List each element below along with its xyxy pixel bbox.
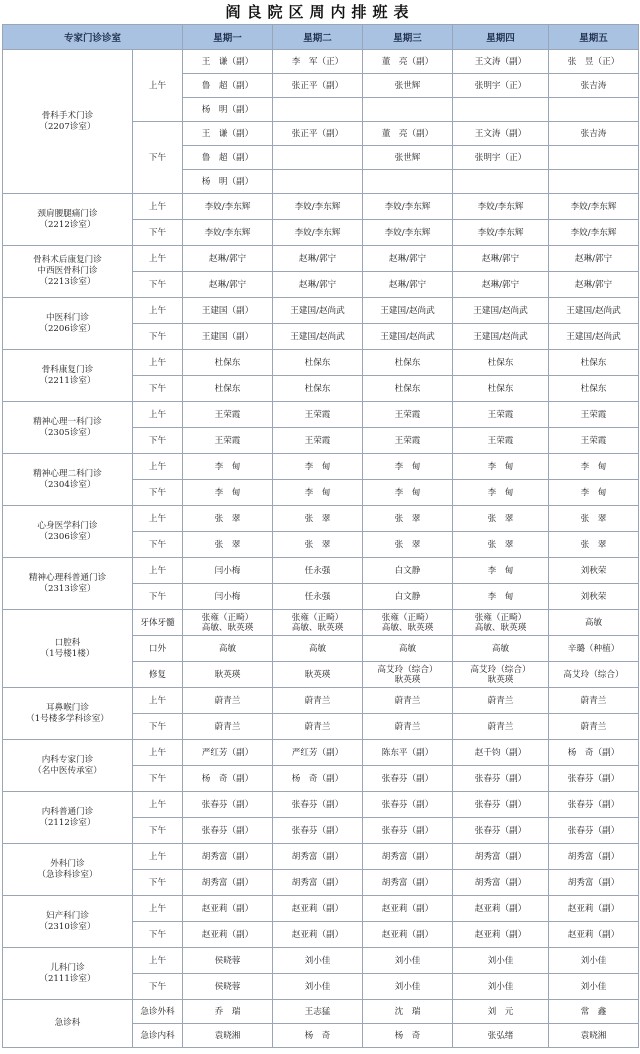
doctor-cell: 李姣/李东辉 <box>363 220 453 246</box>
doctor-cell: 赵亚莉（副） <box>453 896 549 922</box>
time-slot-cell: 修复 <box>133 662 183 688</box>
doctor-cell: 王文涛（副） <box>453 122 549 146</box>
doctor-cell: 张 翠 <box>273 532 363 558</box>
doctor-cell: 辛璐（种植） <box>549 636 639 662</box>
doctor-cell: 董 亮（副） <box>363 50 453 74</box>
doctor-cell: 赵琳/郭宁 <box>453 272 549 298</box>
header-monday: 星期一 <box>183 25 273 50</box>
table-row <box>3 688 639 714</box>
doctor-cell: 赵亚莉（副） <box>183 922 273 948</box>
doctor-cell: 杨 明（副） <box>183 170 273 194</box>
time-slot-cell: 上午 <box>133 298 183 324</box>
doctor-cell: 赵琳/郭宁 <box>453 246 549 272</box>
doctor-cell <box>363 170 453 194</box>
dept-cell: 精神心理一科门诊 （2305诊室） <box>3 402 133 454</box>
doctor-cell: 杨 奇（副） <box>273 766 363 792</box>
doctor-cell: 张世辉 <box>363 74 453 98</box>
doctor-cell: 耿英瑛 <box>273 662 363 688</box>
table-row <box>3 558 639 584</box>
dept-cell: 骨科术后康复门诊 中西医骨科门诊 （2213诊室） <box>3 246 133 298</box>
doctor-cell: 袁晓湘 <box>183 1024 273 1048</box>
header-thursday: 星期四 <box>453 25 549 50</box>
doctor-cell: 蔚青兰 <box>273 688 363 714</box>
doctor-cell: 蔚青兰 <box>363 688 453 714</box>
page-title: 阎良院区周内排班表 <box>225 3 415 21</box>
doctor-cell: 杨 奇（副） <box>183 766 273 792</box>
doctor-cell: 胡秀富（副） <box>273 870 363 896</box>
doctor-cell: 李 甸 <box>363 454 453 480</box>
time-slot-cell: 下午 <box>133 818 183 844</box>
time-slot-cell: 下午 <box>133 532 183 558</box>
doctor-cell: 胡秀富（副） <box>453 844 549 870</box>
doctor-cell: 李 甸 <box>363 480 453 506</box>
doctor-cell: 张吉涛 <box>549 74 639 98</box>
doctor-cell: 李 甸 <box>273 480 363 506</box>
doctor-cell: 赵琳/郭宁 <box>273 246 363 272</box>
table-row <box>3 610 639 636</box>
doctor-cell: 张春芬（副） <box>549 792 639 818</box>
doctor-cell: 赵琳/郭宁 <box>363 246 453 272</box>
table-row <box>3 194 639 220</box>
doctor-cell: 王建国/赵尚武 <box>273 324 363 350</box>
dept-cell: 外科门诊 （急诊科诊室） <box>3 844 133 896</box>
time-slot-cell: 上午 <box>133 740 183 766</box>
doctor-cell: 刘小佳 <box>453 948 549 974</box>
doctor-cell: 李姣/李东辉 <box>183 194 273 220</box>
doctor-cell: 王荣霞 <box>453 402 549 428</box>
time-slot-cell: 口外 <box>133 636 183 662</box>
time-slot-cell: 下午 <box>133 922 183 948</box>
doctor-cell: 张 昱（正） <box>549 50 639 74</box>
table-row <box>3 402 639 428</box>
header-friday: 星期五 <box>549 25 639 50</box>
time-slot-cell: 急诊外科 <box>133 1000 183 1024</box>
doctor-cell: 赵亚莉（副） <box>273 896 363 922</box>
doctor-cell: 胡秀富（副） <box>363 844 453 870</box>
time-slot-cell: 下午 <box>133 584 183 610</box>
doctor-cell: 张春芬（副） <box>453 818 549 844</box>
doctor-cell: 李 甸 <box>453 558 549 584</box>
doctor-cell: 赵琳/郭宁 <box>363 272 453 298</box>
doctor-cell: 赵琳/郭宁 <box>549 272 639 298</box>
doctor-cell: 刘秋荣 <box>549 584 639 610</box>
doctor-cell: 王志猛 <box>273 1000 363 1024</box>
doctor-cell: 张世辉 <box>363 146 453 170</box>
dept-cell: 妇产科门诊 （2310诊室） <box>3 896 133 948</box>
doctor-cell: 张春芬（副） <box>453 766 549 792</box>
time-slot-cell: 下午 <box>133 714 183 740</box>
time-slot-cell: 下午 <box>133 376 183 402</box>
doctor-cell: 王建国/赵尚武 <box>363 324 453 350</box>
doctor-cell: 高艾玲（综合） <box>549 662 639 688</box>
dept-cell: 骨科手术门诊 （2207诊室） <box>3 50 133 194</box>
time-slot-cell: 下午 <box>133 766 183 792</box>
dept-cell: 精神心理科普通门诊 （2313诊室） <box>3 558 133 610</box>
doctor-cell: 蔚青兰 <box>273 714 363 740</box>
doctor-cell: 张弘绪 <box>453 1024 549 1048</box>
time-slot-cell: 上午 <box>133 194 183 220</box>
doctor-cell: 刘小佳 <box>273 948 363 974</box>
dept-cell: 内科普通门诊 （2112诊室） <box>3 792 133 844</box>
doctor-cell: 李姣/李东辉 <box>453 220 549 246</box>
table-row <box>3 740 639 766</box>
doctor-cell: 李姣/李东辉 <box>273 194 363 220</box>
time-slot-cell: 上午 <box>133 844 183 870</box>
doctor-cell: 赵千钧（副） <box>453 740 549 766</box>
doctor-cell: 高敏 <box>549 610 639 636</box>
doctor-cell: 王 谦（副） <box>183 122 273 146</box>
time-slot-cell: 下午 <box>133 428 183 454</box>
time-slot-cell: 上午 <box>133 792 183 818</box>
doctor-cell: 白文静 <box>363 558 453 584</box>
doctor-cell: 赵亚莉（副） <box>183 896 273 922</box>
doctor-cell: 赵亚莉（副） <box>549 896 639 922</box>
doctor-cell: 任永强 <box>273 558 363 584</box>
doctor-cell: 王建国/赵尚武 <box>363 298 453 324</box>
doctor-cell: 李 甸 <box>549 480 639 506</box>
doctor-cell: 张 翠 <box>183 506 273 532</box>
time-slot-cell: 上午 <box>133 246 183 272</box>
doctor-cell: 王荣霞 <box>549 428 639 454</box>
doctor-cell: 胡秀富（副） <box>549 844 639 870</box>
doctor-cell: 李姣/李东辉 <box>363 194 453 220</box>
doctor-cell: 鲁 超（副） <box>183 74 273 98</box>
doctor-cell: 李 甸 <box>453 480 549 506</box>
doctor-cell: 张明宇（正） <box>453 146 549 170</box>
doctor-cell: 刘小佳 <box>453 974 549 1000</box>
doctor-cell: 高敏 <box>183 636 273 662</box>
doctor-cell: 蔚青兰 <box>183 688 273 714</box>
doctor-cell: 李 军（正） <box>273 50 363 74</box>
doctor-cell <box>549 170 639 194</box>
doctor-cell: 李 甸 <box>453 584 549 610</box>
doctor-cell: 李 甸 <box>183 480 273 506</box>
dept-cell: 中医科门诊 （2206诊室） <box>3 298 133 350</box>
dept-cell: 儿科门诊 （2111诊室） <box>3 948 133 1000</box>
doctor-cell: 李姣/李东辉 <box>183 220 273 246</box>
doctor-cell: 张吉涛 <box>549 122 639 146</box>
time-slot-cell: 下午 <box>133 480 183 506</box>
doctor-cell: 高艾玲（综合） 耿英瑛 <box>363 662 453 688</box>
time-slot-cell: 下午 <box>133 220 183 246</box>
doctor-cell: 王荣霞 <box>183 428 273 454</box>
time-slot-cell: 上午 <box>133 454 183 480</box>
doctor-cell: 杜保东 <box>549 350 639 376</box>
doctor-cell: 耿英瑛 <box>183 662 273 688</box>
time-slot-cell: 牙体牙髓 <box>133 610 183 636</box>
doctor-cell: 董 亮（副） <box>363 122 453 146</box>
doctor-cell: 杜保东 <box>363 376 453 402</box>
doctor-cell: 王荣霞 <box>549 402 639 428</box>
doctor-cell: 张正平（副） <box>273 74 363 98</box>
doctor-cell: 李姣/李东辉 <box>549 220 639 246</box>
dept-cell: 口腔科 （1号楼1楼） <box>3 610 133 688</box>
schedule-table <box>2 24 639 1048</box>
doctor-cell: 常 鑫 <box>549 1000 639 1024</box>
doctor-cell: 张正平（副） <box>273 122 363 146</box>
doctor-cell: 闫小梅 <box>183 558 273 584</box>
doctor-cell: 刘 元 <box>453 1000 549 1024</box>
time-slot-cell: 下午 <box>133 870 183 896</box>
doctor-cell: 胡秀富（副） <box>363 870 453 896</box>
time-slot-cell: 下午 <box>133 324 183 350</box>
doctor-cell: 张雍（正畸） 高敏、耿英瑛 <box>363 610 453 636</box>
doctor-cell: 王建国/赵尚武 <box>273 298 363 324</box>
doctor-cell <box>453 170 549 194</box>
doctor-cell: 张春芬（副） <box>453 792 549 818</box>
doctor-cell: 张 翠 <box>183 532 273 558</box>
doctor-cell: 李 甸 <box>453 454 549 480</box>
doctor-cell: 赵琳/郭宁 <box>183 272 273 298</box>
dept-cell: 内科专家门诊 （名中医传承室） <box>3 740 133 792</box>
doctor-cell: 高敏 <box>363 636 453 662</box>
doctor-cell: 侯晓蓉 <box>183 974 273 1000</box>
doctor-cell: 王荣霞 <box>363 428 453 454</box>
doctor-cell: 杜保东 <box>273 376 363 402</box>
doctor-cell: 赵亚莉（副） <box>273 922 363 948</box>
doctor-cell: 王建国（副） <box>183 324 273 350</box>
doctor-cell: 高艾玲（综合） 耿英瑛 <box>453 662 549 688</box>
doctor-cell: 张 翠 <box>273 506 363 532</box>
time-slot-cell: 上午 <box>133 50 183 122</box>
doctor-cell: 张 翠 <box>453 506 549 532</box>
doctor-cell: 蔚青兰 <box>453 714 549 740</box>
doctor-cell: 杨 明（副） <box>183 98 273 122</box>
doctor-cell: 王建国/赵尚武 <box>453 298 549 324</box>
doctor-cell <box>363 98 453 122</box>
doctor-cell: 张 翠 <box>549 532 639 558</box>
time-slot-cell: 上午 <box>133 688 183 714</box>
doctor-cell: 赵亚莉（副） <box>453 922 549 948</box>
doctor-cell: 张春芬（副） <box>273 818 363 844</box>
doctor-cell: 蔚青兰 <box>453 688 549 714</box>
table-row <box>3 350 639 376</box>
doctor-cell: 张雍（正畸） 高敏、耿英瑛 <box>183 610 273 636</box>
dept-cell: 心身医学科门诊 （2306诊室） <box>3 506 133 558</box>
dept-cell: 急诊科 <box>3 1000 133 1048</box>
doctor-cell: 王建国（副） <box>183 298 273 324</box>
dept-cell: 耳鼻喉门诊 （1号楼多学科诊室） <box>3 688 133 740</box>
doctor-cell: 张雍（正畸） 高敏、耿英瑛 <box>453 610 549 636</box>
doctor-cell: 赵琳/郭宁 <box>183 246 273 272</box>
doctor-cell: 王荣霞 <box>363 402 453 428</box>
doctor-cell: 杜保东 <box>183 350 273 376</box>
time-slot-cell: 下午 <box>133 974 183 1000</box>
doctor-cell: 白文静 <box>363 584 453 610</box>
doctor-cell: 张春芬（副） <box>363 766 453 792</box>
time-slot-cell: 上午 <box>133 506 183 532</box>
time-slot-cell: 上午 <box>133 350 183 376</box>
dept-cell: 精神心理二科门诊 （2304诊室） <box>3 454 133 506</box>
doctor-cell: 张 翠 <box>363 506 453 532</box>
time-slot-cell: 下午 <box>133 122 183 194</box>
doctor-cell: 严红芳（副） <box>273 740 363 766</box>
doctor-cell: 胡秀富（副） <box>273 844 363 870</box>
table-row <box>3 298 639 324</box>
doctor-cell: 王建国/赵尚武 <box>549 298 639 324</box>
header-tuesday: 星期二 <box>273 25 363 50</box>
doctor-cell: 张 翠 <box>453 532 549 558</box>
doctor-cell: 李姣/李东辉 <box>549 194 639 220</box>
doctor-cell: 张明宇（正） <box>453 74 549 98</box>
doctor-cell: 张春芬（副） <box>183 792 273 818</box>
time-slot-cell: 下午 <box>133 272 183 298</box>
doctor-cell: 胡秀富（副） <box>183 844 273 870</box>
header-row <box>3 25 639 50</box>
doctor-cell: 张 翠 <box>363 532 453 558</box>
doctor-cell: 张春芬（副） <box>549 766 639 792</box>
doctor-cell: 张春芬（副） <box>549 818 639 844</box>
doctor-cell: 王荣霞 <box>273 402 363 428</box>
doctor-cell: 赵琳/郭宁 <box>273 272 363 298</box>
doctor-cell: 李 甸 <box>183 454 273 480</box>
doctor-cell: 张春芬（副） <box>183 818 273 844</box>
doctor-cell: 任永强 <box>273 584 363 610</box>
time-slot-cell: 急诊内科 <box>133 1024 183 1048</box>
doctor-cell: 沈 瑞 <box>363 1000 453 1024</box>
doctor-cell: 刘小佳 <box>549 948 639 974</box>
doctor-cell: 闫小梅 <box>183 584 273 610</box>
table-row <box>3 844 639 870</box>
doctor-cell: 鲁 超（副） <box>183 146 273 170</box>
doctor-cell: 杜保东 <box>273 350 363 376</box>
doctor-cell: 乔 瑞 <box>183 1000 273 1024</box>
doctor-cell: 赵亚莉（副） <box>549 922 639 948</box>
doctor-cell: 张 翠 <box>549 506 639 532</box>
doctor-cell: 杨 奇 <box>363 1024 453 1048</box>
table-row <box>3 948 639 974</box>
doctor-cell: 王荣霞 <box>453 428 549 454</box>
table-row <box>3 50 639 74</box>
time-slot-cell: 上午 <box>133 896 183 922</box>
doctor-cell: 王荣霞 <box>183 402 273 428</box>
doctor-cell: 高敏 <box>453 636 549 662</box>
table-row <box>3 792 639 818</box>
doctor-cell: 张春芬（副） <box>363 792 453 818</box>
doctor-cell: 王 谦（副） <box>183 50 273 74</box>
doctor-cell: 胡秀富（副） <box>549 870 639 896</box>
doctor-cell: 杨 奇 <box>273 1024 363 1048</box>
doctor-cell: 王荣霞 <box>273 428 363 454</box>
table-row <box>3 1000 639 1024</box>
table-row <box>3 454 639 480</box>
doctor-cell <box>273 146 363 170</box>
dept-cell: 骨科康复门诊 （2211诊室） <box>3 350 133 402</box>
doctor-cell: 杨 奇（副） <box>549 740 639 766</box>
doctor-cell: 杜保东 <box>183 376 273 402</box>
doctor-cell: 王建国/赵尚武 <box>453 324 549 350</box>
doctor-cell: 杜保东 <box>453 376 549 402</box>
doctor-cell: 张雍（正畸） 高敏、耿英瑛 <box>273 610 363 636</box>
doctor-cell <box>549 146 639 170</box>
table-row <box>3 506 639 532</box>
time-slot-cell: 上午 <box>133 558 183 584</box>
doctor-cell: 蔚青兰 <box>549 714 639 740</box>
doctor-cell: 杜保东 <box>453 350 549 376</box>
doctor-cell <box>453 98 549 122</box>
doctor-cell: 杜保东 <box>363 350 453 376</box>
doctor-cell <box>273 98 363 122</box>
doctor-cell: 赵亚莉（副） <box>363 896 453 922</box>
doctor-cell: 严红芳（副） <box>183 740 273 766</box>
time-slot-cell: 上午 <box>133 948 183 974</box>
doctor-cell: 李姣/李东辉 <box>453 194 549 220</box>
doctor-cell: 刘小佳 <box>363 974 453 1000</box>
doctor-cell: 李 甸 <box>549 454 639 480</box>
doctor-cell: 赵琳/郭宁 <box>549 246 639 272</box>
doctor-cell <box>549 98 639 122</box>
doctor-cell: 高敏 <box>273 636 363 662</box>
doctor-cell: 杜保东 <box>549 376 639 402</box>
doctor-cell: 张春芬（副） <box>273 792 363 818</box>
doctor-cell: 李 甸 <box>273 454 363 480</box>
doctor-cell: 刘秋荣 <box>549 558 639 584</box>
doctor-cell: 张春芬（副） <box>363 818 453 844</box>
doctor-cell: 袁晓湘 <box>549 1024 639 1048</box>
doctor-cell: 胡秀富（副） <box>183 870 273 896</box>
table-row <box>3 246 639 272</box>
doctor-cell: 刘小佳 <box>363 948 453 974</box>
time-slot-cell: 上午 <box>133 402 183 428</box>
doctor-cell: 侯晓蓉 <box>183 948 273 974</box>
doctor-cell: 赵亚莉（副） <box>363 922 453 948</box>
doctor-cell: 胡秀富（副） <box>453 870 549 896</box>
doctor-cell: 李姣/李东辉 <box>273 220 363 246</box>
table-row <box>3 896 639 922</box>
doctor-cell: 蔚青兰 <box>363 714 453 740</box>
header-wednesday: 星期三 <box>363 25 453 50</box>
dept-cell: 颈肩腰腿痛门诊 （2212诊室） <box>3 194 133 246</box>
doctor-cell: 蔚青兰 <box>549 688 639 714</box>
doctor-cell <box>273 170 363 194</box>
doctor-cell: 刘小佳 <box>549 974 639 1000</box>
header-dept: 专家门诊诊室 <box>3 25 183 50</box>
doctor-cell: 刘小佳 <box>273 974 363 1000</box>
doctor-cell: 王文涛（副） <box>453 50 549 74</box>
doctor-cell: 陈东平（副） <box>363 740 453 766</box>
doctor-cell: 蔚青兰 <box>183 714 273 740</box>
doctor-cell: 王建国/赵尚武 <box>549 324 639 350</box>
